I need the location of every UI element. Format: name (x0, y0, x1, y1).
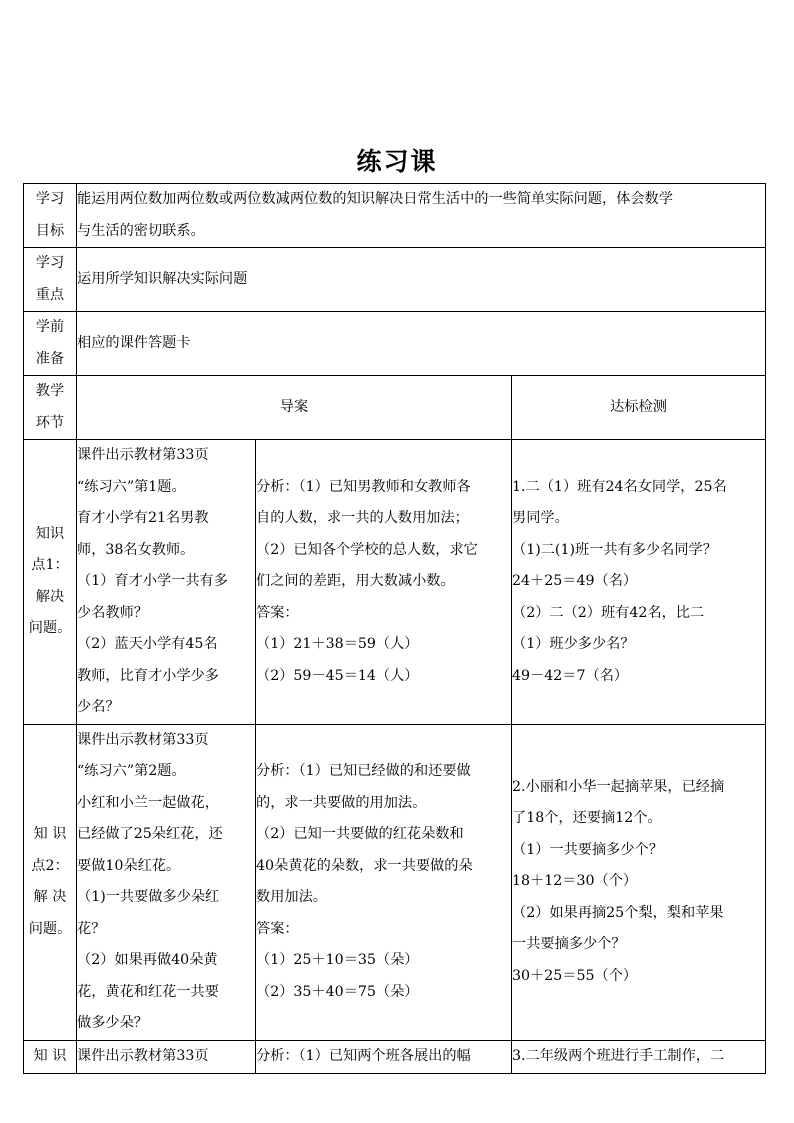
header-guide: 导案 (77, 376, 512, 440)
row-header (24, 376, 766, 440)
learning-focus-text: 运用所学知识解决实际问题 (77, 248, 766, 312)
label-knowledge-point-2: 知 识 点2： 解 决 问题。 (24, 724, 77, 1040)
row-learning-goal (24, 184, 766, 248)
label-knowledge-point-1: 知识 点1： 解决 问题。 (24, 440, 77, 725)
point1-check: 1.二（1）班有24名女同学，25名 男同学。 （1)二(1)班一共有多少名同学？ 24＋25＝49（名） （2）二（2）班有42名，比二 （1）班少多少名？ 49－42＝7（名） (512, 440, 766, 725)
label-preparation: 学前 准备 (24, 312, 77, 376)
label-learning-focus: 学习 重点 (24, 248, 77, 312)
point1-content: 课件出示教材第33页 “练习六”第1题。 育才小学有21名男教 师，38名女教师。 （1）育才小学一共有多 少名教师？ （2）蓝天小学有45名 教师，比育才小学少多 少名？ (77, 440, 256, 725)
point3-check: 3.二年级两个班进行手工制作，二 (512, 1040, 766, 1073)
row-preparation (24, 312, 766, 376)
header-check: 达标检测 (512, 376, 766, 440)
preparation-text: 相应的课件答题卡 (77, 312, 766, 376)
point2-analysis: 分析：（1）已知已经做的和还要做 的，求一共要做的用加法。 （2）已知一共要做的红花朵数和 40朵黄花的朵数，求一共要做的朵 数用加法。 答案： （1）25＋10＝35（朵） （2）35＋40＝75（朵） (256, 724, 512, 1040)
page-title: 练习课 (356, 147, 438, 176)
row-knowledge-point-1 (24, 440, 766, 725)
label-teaching-stage: 教学 环节 (24, 376, 77, 440)
point2-check: 2.小丽和小华一起摘苹果，已经摘 了18个，还要摘12个。 （1）一共要摘多少个？ 18＋12＝30（个） （2）如果再摘25个梨，梨和苹果 一共要摘多少个？ 30＋25＝55（个） (512, 724, 766, 1040)
lesson-plan-table (23, 183, 766, 1074)
row-knowledge-point-2 (24, 724, 766, 1040)
label-knowledge-point-3: 知 识 (24, 1040, 77, 1073)
row-knowledge-point-3 (24, 1040, 766, 1073)
row-learning-focus (24, 248, 766, 312)
point2-content: 课件出示教材第33页 “练习六”第2题。 小红和小兰一起做花， 已经做了25朵红花，还 要做10朵红花。 （1)一共要做多少朵红 花？ （2）如果再做40朵黄 花，黄花和红花一共要 做多少朵？ (77, 724, 256, 1040)
point1-analysis: 分析：（1）已知男教师和女教师各 自的人数，求一共的人数用加法； （2）已知各个学校的总人数，求它 们之间的差距，用大数减小数。 答案： （1）21＋38＝59（人） （2）59－45＝14（人） (256, 440, 512, 725)
learning-goal-text: 能运用两位数加两位数或两位数减两位数的知识解决日常生活中的一些简单实际问题，体会数学 与生活的密切联系。 (77, 184, 766, 248)
point3-analysis: 分析：（1）已知两个班各展出的幅 (256, 1040, 512, 1073)
point3-content: 课件出示教材第33页 (77, 1040, 256, 1073)
label-learning-goal: 学习 目标 (24, 184, 77, 248)
